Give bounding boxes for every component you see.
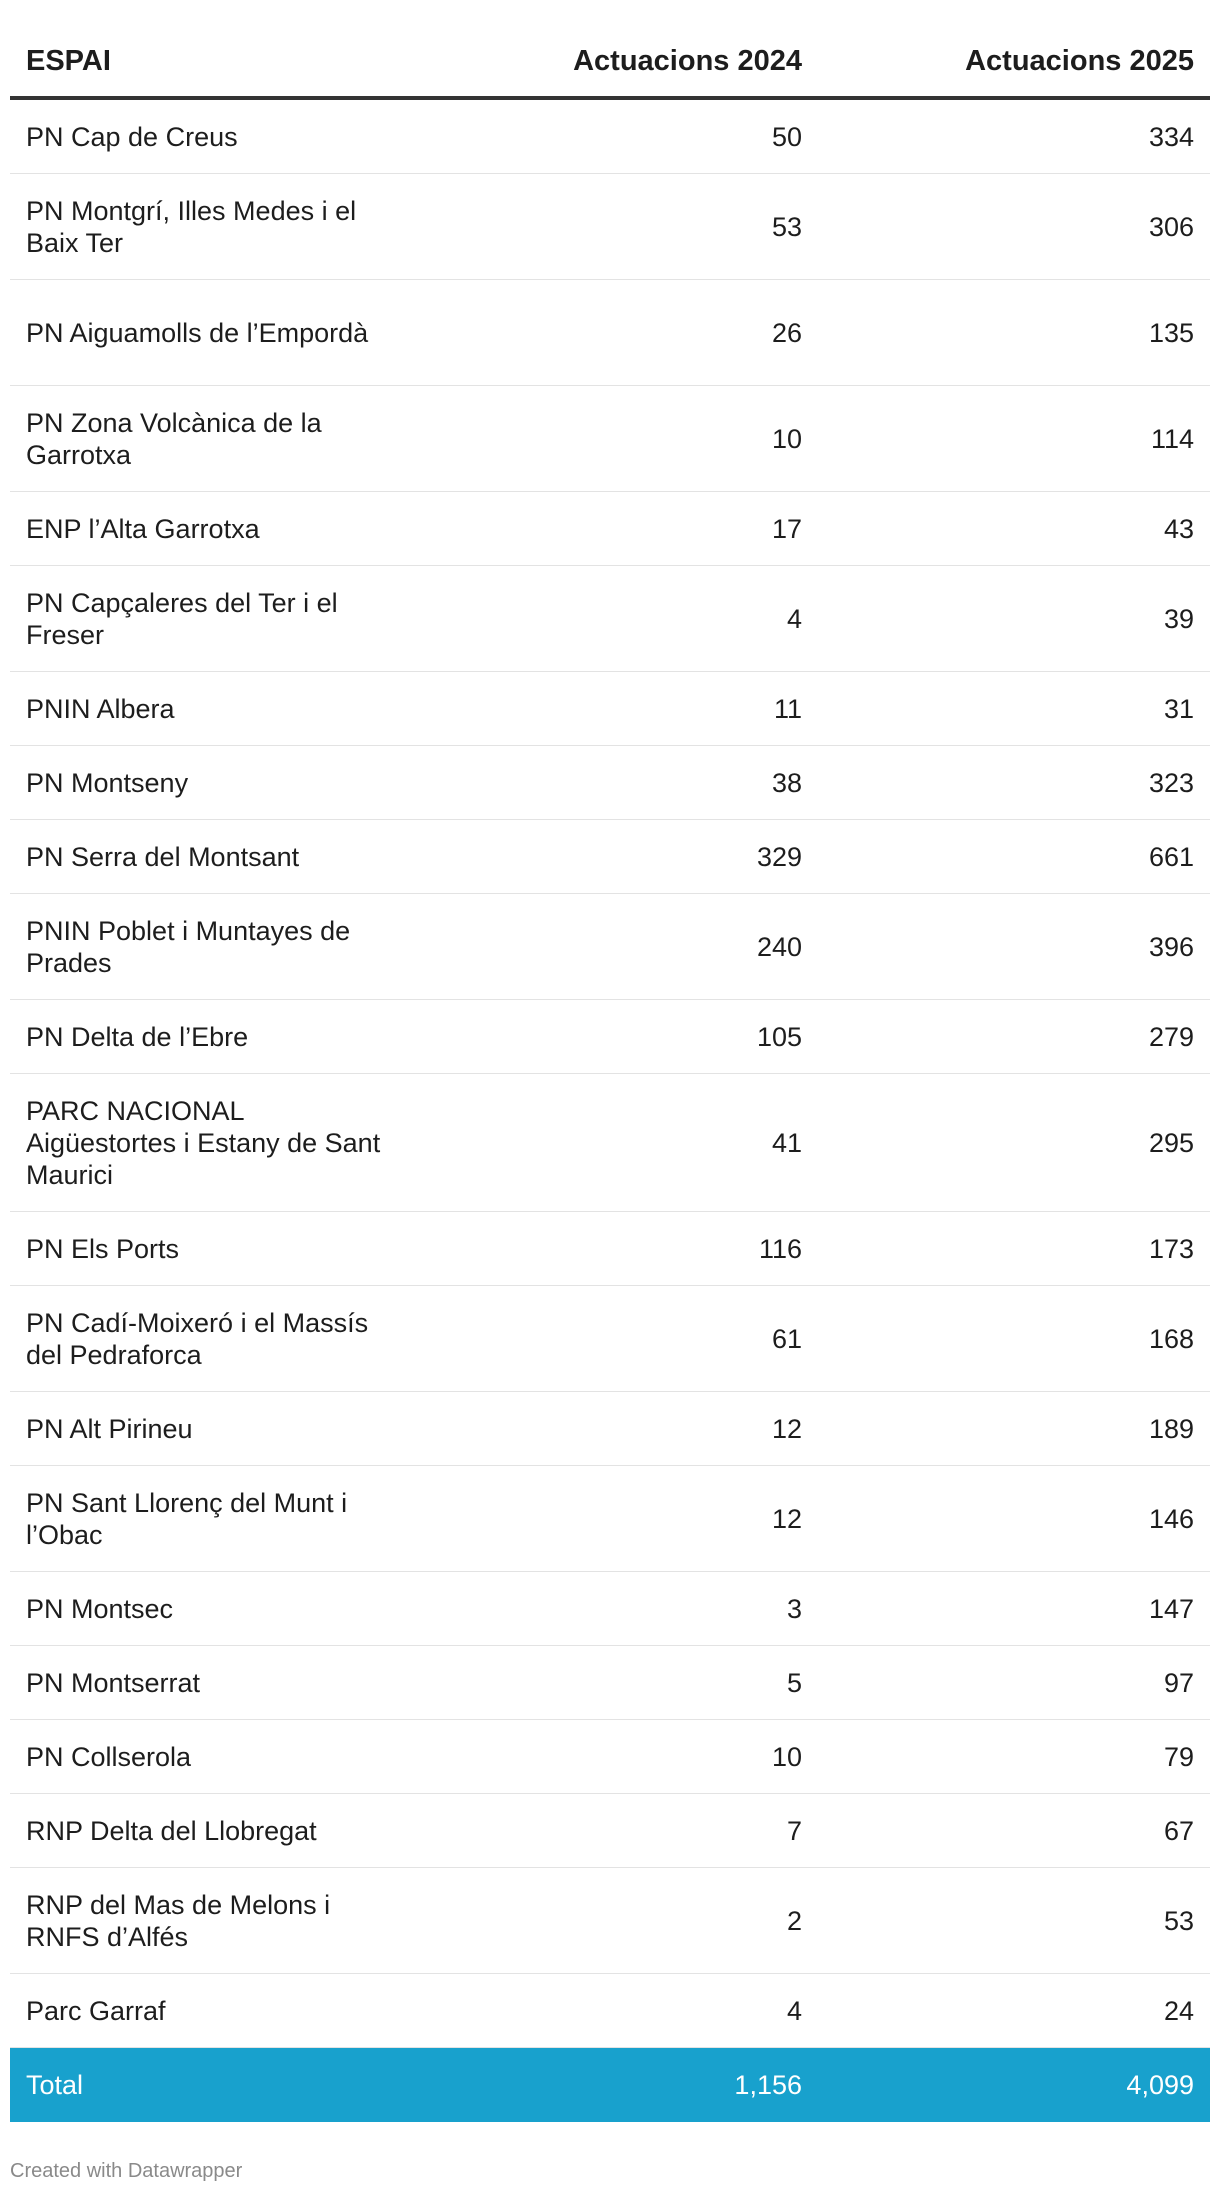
cell-2024: 10 (771, 423, 802, 454)
cell-2025: 146 (1148, 1503, 1194, 1534)
cell-2024: 61 (771, 1323, 802, 1354)
cell-espai: PN Els Ports (26, 1233, 180, 1264)
cell-2024: 116 (758, 1233, 802, 1264)
cell-espai: PN Montseny (26, 767, 189, 798)
table-row (10, 1212, 1210, 1286)
cell-espai: PN Montsec (26, 1593, 174, 1624)
cell-2025: 79 (1163, 1741, 1194, 1772)
header-2024: Actuacions 2024 (573, 44, 802, 77)
cell-2024: 38 (771, 767, 802, 798)
table-row (10, 1974, 1210, 2048)
cell-espai: PN Alt Pirineu (26, 1413, 193, 1444)
cell-2025: 168 (1148, 1323, 1194, 1354)
table-row (10, 280, 1210, 386)
total-2024: 1,156 (734, 2069, 802, 2100)
cell-2025: 53 (1163, 1905, 1194, 1936)
cell-2025: 661 (1148, 841, 1194, 872)
table-row (10, 1646, 1210, 1720)
cell-2024: 3 (786, 1593, 802, 1624)
cell-espai: PN Montserrat (26, 1667, 201, 1698)
cell-2024: 2 (786, 1905, 802, 1936)
table-row (10, 1000, 1210, 1074)
cell-espai: PN Serra del Montsant (26, 841, 300, 872)
cell-2024: 7 (786, 1815, 802, 1846)
cell-2025: 67 (1163, 1815, 1194, 1846)
header-2025: Actuacions 2025 (965, 44, 1194, 77)
table-row (10, 174, 1210, 280)
cell-espai: PN Delta de l’Ebre (26, 1021, 249, 1052)
cell-2025: 279 (1148, 1021, 1194, 1052)
table-body (10, 100, 1210, 2048)
cell-2025: 24 (1163, 1995, 1194, 2026)
cell-2024: 329 (756, 841, 802, 872)
table-row (10, 1720, 1210, 1794)
table-row (10, 820, 1210, 894)
cell-espai: PNIN Poblet i Muntayes de Prades (26, 915, 351, 978)
table-row (10, 1868, 1210, 1974)
table-row (10, 1392, 1210, 1466)
table-row (10, 386, 1210, 492)
cell-espai: ENP l’Alta Garrotxa (26, 513, 260, 544)
footer-credit[interactable]: Created with Datawrapper (10, 2160, 243, 2182)
cell-espai: PN Zona Volcànica de la Garrotxa (26, 407, 322, 470)
cell-2024: 41 (771, 1127, 802, 1158)
cell-2024: 11 (773, 693, 802, 724)
cell-2025: 334 (1148, 121, 1194, 152)
cell-espai: PN Montgrí, Illes Medes i el Baix Ter (26, 195, 357, 258)
cell-espai: RNP del Mas de Melons i RNFS d’Alfés (26, 1889, 331, 1952)
table-row (10, 1466, 1210, 1572)
cell-espai: PN Sant Llorenç del Munt i l’Obac (26, 1487, 348, 1550)
cell-espai: PN Aiguamolls de l’Empordà (26, 317, 369, 348)
cell-2025: 43 (1163, 513, 1194, 544)
cell-2025: 114 (1150, 423, 1194, 454)
cell-2024: 50 (771, 121, 802, 152)
cell-2024: 12 (771, 1503, 802, 1534)
cell-2024: 240 (756, 931, 802, 962)
cell-2025: 189 (1148, 1413, 1194, 1444)
cell-espai: PNIN Albera (26, 693, 175, 724)
table-row (10, 1074, 1210, 1212)
table-row (10, 672, 1210, 746)
cell-2024: 12 (771, 1413, 802, 1444)
cell-espai: PN Cap de Creus (26, 121, 238, 152)
cell-2025: 97 (1163, 1667, 1194, 1698)
cell-espai: RNP Delta del Llobregat (26, 1815, 317, 1846)
table-row (10, 1286, 1210, 1392)
table-row (10, 894, 1210, 1000)
cell-espai: PARC NACIONAL Aigüestortes i Estany de Sant Maurici (26, 1095, 381, 1190)
cell-2025: 396 (1148, 931, 1194, 962)
total-row (10, 2048, 1210, 2122)
cell-2024: 105 (756, 1021, 802, 1052)
cell-2024: 53 (771, 211, 802, 242)
cell-2024: 26 (771, 317, 802, 348)
cell-2025: 173 (1148, 1233, 1194, 1264)
cell-espai: PN Cadí-Moixeró i el Massís del Pedraforca (26, 1307, 369, 1370)
cell-espai: Parc Garraf (26, 1995, 166, 2026)
table-row (10, 746, 1210, 820)
cell-2024: 5 (786, 1667, 802, 1698)
total-label: Total (26, 2069, 84, 2100)
table-row (10, 100, 1210, 174)
cell-2025: 39 (1163, 603, 1194, 634)
cell-2024: 4 (786, 1995, 802, 2026)
cell-2025: 306 (1148, 211, 1194, 242)
table-row (10, 1794, 1210, 1868)
cell-2025: 147 (1148, 1593, 1194, 1624)
header-espai: ESPAI (26, 44, 111, 77)
cell-espai: PN Capçaleres del Ter i el Freser (26, 587, 338, 650)
cell-2024: 17 (771, 513, 802, 544)
table-header (10, 26, 1210, 100)
cell-espai: PN Collserola (26, 1741, 192, 1772)
table-row (10, 1572, 1210, 1646)
table-row (10, 492, 1210, 566)
cell-2025: 323 (1148, 767, 1194, 798)
total-2025: 4,099 (1126, 2069, 1194, 2100)
cell-2024: 4 (786, 603, 802, 634)
cell-2025: 295 (1148, 1127, 1194, 1158)
table-row (10, 566, 1210, 672)
cell-2024: 10 (771, 1741, 802, 1772)
cell-2025: 31 (1163, 693, 1194, 724)
cell-2025: 135 (1148, 317, 1194, 348)
data-table (10, 26, 1210, 2122)
